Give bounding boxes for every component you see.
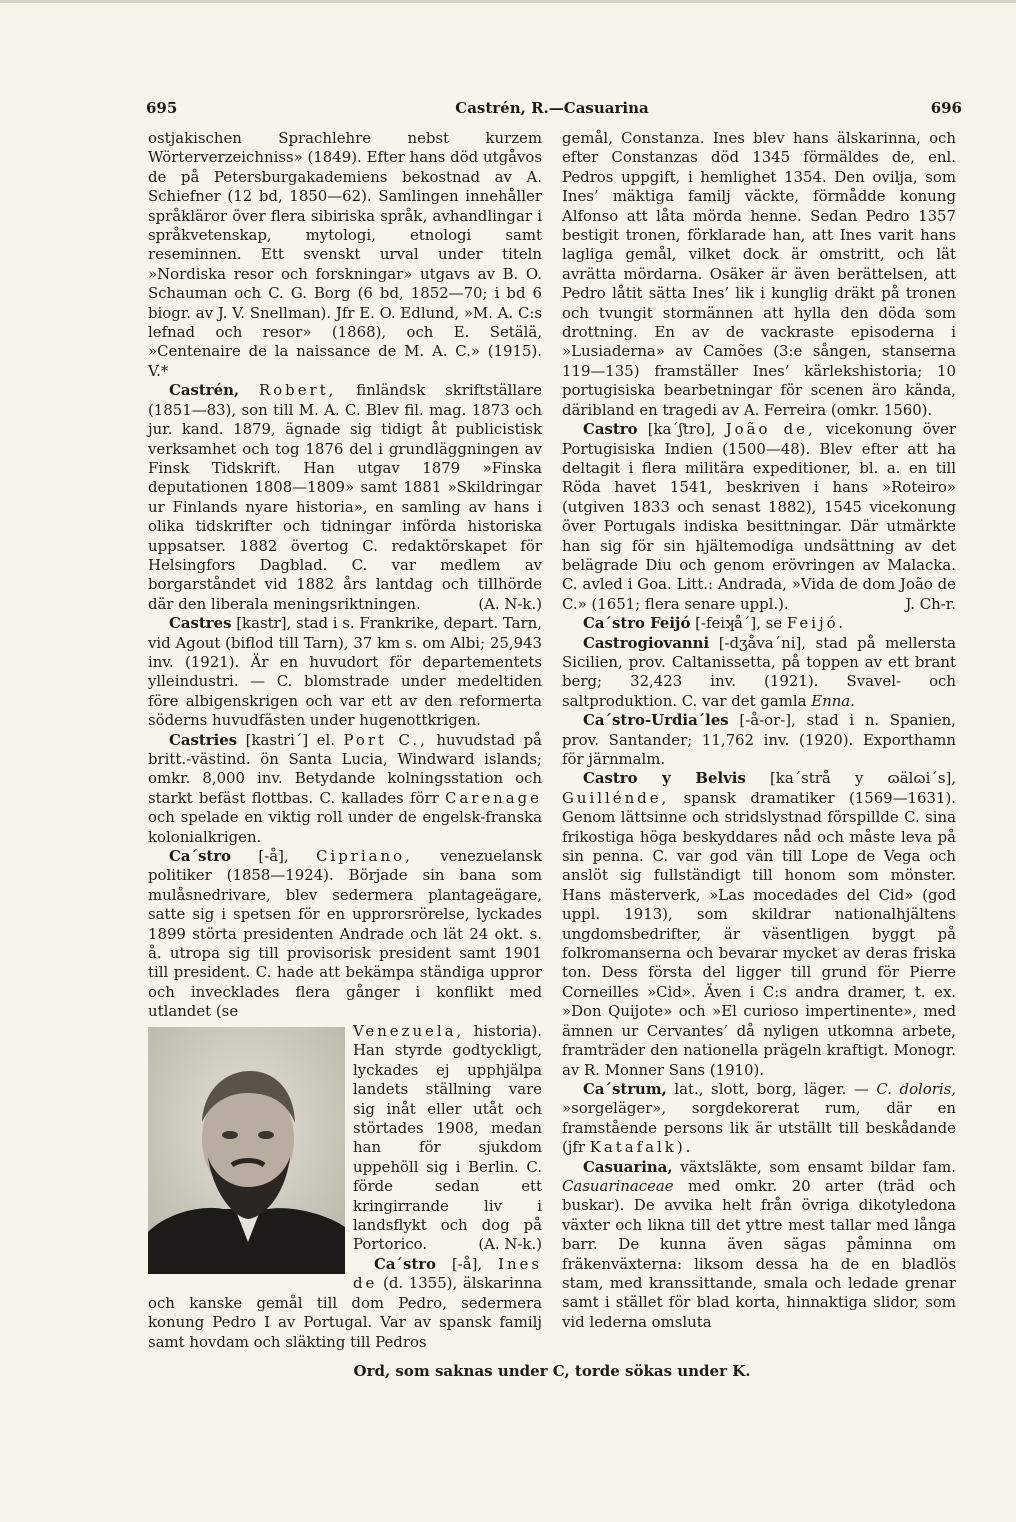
headword: Castries (169, 730, 238, 749)
author-signature: J. Ch-r. (905, 594, 956, 613)
entry-text-before-portrait: venezuelansk politiker (1858—1924). Började sin bana som mulåsnedrivare, blev sedermera plantageägare, satte sig i spetsen för en upprorsrörelse, lyckades 1899 störta presidenten Andrade och lät 24 okt. s. å. utropa sig till provisorisk president samt 1901 till president. C. hade att bekämpa ständiga uppror och invecklades flera gånger i konflikt med utlandet (se (148, 847, 542, 1021)
entry-castro-y-belvis: Castro y Belvis [ka´strå y ɷälɷi´s], Guillénde, spansk dramatiker (1569—1631). Genom lättsinne och stridslystnad förspillde C. sina frikostiga höga beskyddares nåd och måste leva på sin penna. C. var god vän till Lope de Vega och anslöt sig fullständigt till honom som mönster. Hans mästerverk, »Las mocedades del Cid» (god uppl. 1913), som skildrar nationalhjältens ungdomsbedrifter, är väsentligen byggt på folkromanserna och bevarar mycket av deras friska ton. Dess första del ligger till grund för Pierre Corneilles »Cid». Även i C:s andra dramer, t. ex. »Don Quijote» och »El curioso impertinente», med ämnen ur Cervantes’ då nyligen utkomna arbete, framträder den nationella prägeln kraftigt. Monogr. av R. Monner Sans (1910). (562, 769, 957, 1079)
headword: Ca´strum, (583, 1079, 667, 1098)
author-signature: (A. N-k.) (478, 594, 542, 613)
headword: Ca´stro (169, 847, 231, 866)
entry-castrum: Ca´strum, lat., slott, borg, läger. — C. doloris, »sorgeläger», sorgdekorerat rum, där en framstående persons lik är utställt till beskådande (jfr Katafalk). (562, 1079, 957, 1157)
headword: Ca´stro (374, 1254, 436, 1273)
headword: Ca´stro-Urdia´les (583, 711, 729, 730)
entry-castren-robert: Castrén, Robert, finländsk skriftställare (1851—83), son till M. A. C. Blev fil. mag. 1873 och jur. kand. 1879, ägnade sig tidigt åt publicistisk verksamhet och tog 1876 del i grundläggningen av Finsk Tidskrift. Han utgav 1879 »Finska deputationen 1808—1809» samt 1881 »Skildringar ur Finlands nyare historia», en samling av hans i olika tidskrifter och tidningar införda historiska uppsatser. 1882 övertog C. redaktörskapet för Helsingfors Dagblad. C. var medlem av borgarståndet vid 1882 års lantdag och tillhörde där den liberala meningsriktningen. (A. N-k.) (148, 381, 542, 613)
headword: Castrén, (169, 381, 240, 400)
entry-castro-cipriano: Ca´stro [-å], Cipriano, venezuelansk politiker (1858—1924). Började sin bana som mulåsnedrivare, blev sedermera plantageägare, satte sig i spetsen för en upprorsrörelse, lyckades 1899 störta presidenten Andrade och lät 24 okt. s. å. utropa sig till provisorisk president samt 1901 till president. C. hade att bekämpa ständiga uppror och invecklades flera gånger i konflikt med utlandet (se (148, 847, 542, 1021)
left-column (148, 129, 542, 1022)
left-column-portrait-block (148, 1022, 542, 1352)
entry-castro-feijo: Ca´stro Feijó [-feiʞå´], se Feijó. (583, 614, 847, 633)
page-footer-note: Ord, som saknas under C, torde sökas under K. (353, 1362, 751, 1380)
entry-castro-ines-continued: gemål, Constanza. Ines blev hans älskarinna, och efter Constanzas död 1345 förmäldes de, enl. Pedros uppgift, i hemlighet 1354. Den ovilja, som Ines’ mäktiga familj väckte, förmådde konung Alfonso att låta mörda henne. Sedan Pedro 1357 bestigit tronen, förklarade han, att Ines varit hans lagliga gemål, vilket dock är omstritt, och lät avrätta mördarna. Osäker är även berättelsen, att Pedro låtit sätta Ines’ lik i kunglig dräkt på tronen och tvungit stormännen att hylla den döda som drottning. En av de vackraste episoderna i »Lusiaderna» av Camões (3:e sången, stanserna 119—135) framställer Ines’ kärlekshistoria; 10 portugisiska bearbetningar för scenen äro kända, däribland en tragedi av A. Ferreira (omkr. 1560). (562, 129, 956, 419)
author-signature: (A. N-k.) (478, 1235, 542, 1254)
headword: Castro (583, 420, 638, 439)
portrait-photo-cipriano-castro (148, 1027, 345, 1274)
entry-castro-joao: Castro [ka´ʃtro], João de, vicekonung över Portugisiska Indien (1500—48). Blev efter att ha deltagit i flera militära expeditioner, bl. a. en till Röda havet 1541, beskriven i hans »Roteiro» (utgiven 1833 och senast 1882), 1545 vicekonung över Portugals indiska besittningar. Där utmärkte han sig för sin hjältemodiga undsättning av det belägrade Diu och genom erövringen av Malacka. C. avled i Goa. Litt.: Andrada, »Vida de dom João de C.» (1651; flera senare uppl.). J. Ch-r. (562, 420, 956, 613)
entry-castro-cipriano-continued: Venezuela, historia). Han styrde godtyckligt, lyckades ej upphjälpa landets ställning vare sig inåt eller utåt och störtades 1908, medan han för sjukdom uppehöll sig i Berlin. C. förde sedan ett kringirrande liv i landsflykt och dog på Portorico. (A. N-k.) (353, 1022, 542, 1254)
entry-castries: Castries [kastri´] el. Port C., huvudstad på britt.-västind. ön Santa Lucia, Windward islands; omkr. 8,000 inv. Betydande kolningsstation och starkt befäst flottbas. C. kallades förr Carenage och spelade en viktig roll under de engelsk-franska kolonialkrigen. (148, 730, 543, 846)
entry-castrogiovanni: Castrogiovanni [-dʒåva´ni], stad på mellersta Sicilien, prov. Caltanissetta, på toppen av ett brant berg; 32,423 inv. (1921). Svavel- och saltproduktion. C. var det gamla Enna. (562, 633, 957, 710)
headword: Castres (169, 614, 232, 633)
entry-castren-ma-continued: ostjakischen Sprachlehre nebst kurzem Wörterverzeichniss» (1849). Efter hans död utgåvos de på Petersburgakademiens bekostnad av A. Schiefner (12 bd, 1850—62). Samlingen innehåller språkläror över flera sibiriska språk, avhandlingar i språkvetenskap, mytologi, etnologi samt reseminnen. Ett svenskt urval under titeln »Nordiska resor och forskningar» utgavs av B. O. Schauman och C. G. Borg (6 bd, 1852—70; i bd 6 biogr. av J. V. Snellman). Jfr E. O. Edlund, »M. A. C:s lefnad och resor» (1868), och E. Setälä, »Centenaire de la naissance de M. A. C.» (1915). V.* (148, 129, 542, 380)
entry-castres: Castres [kastr], stad i s. Frankrike, depart. Tarn, vid Agout (biflod till Tarn), 37 km s. om Albi; 25,943 inv. (1921). Är en huvudort för departementets ylleindustri. — C. blomstrade under medeltiden före albigenskrigen och var ett av den reformerta söderns huvudfästen under hugenottkrigen. (148, 614, 542, 730)
headword: Ca´stro Feijó (583, 614, 691, 633)
page-number-left: 695 (146, 99, 178, 117)
headword: Castro y Belvis (583, 769, 746, 788)
page-number-right: 696 (930, 99, 962, 117)
page-header (140, 99, 964, 123)
headword: Casuarina, (583, 1157, 673, 1176)
entry-castro-urdiales: Ca´stro-Urdia´les [-å-or-], stad i n. Spanien, prov. Santander; 11,762 inv. (1920). Exporthamn för järnmalm. (562, 711, 957, 768)
entry-castro-ines: Ca´stro [-å], Ines de (d. 1355), älskarinna och kanske gemål till dom Pedro, sedermera konung Pedro I av Portugal. Var av spansk familj samt hovdam och släkting till Pedros (148, 1254, 542, 1351)
right-column (562, 129, 956, 1332)
top-edge-rule (0, 0, 1016, 3)
entry-casuarina: Casuarina, växtsläkte, som ensamt bildar fam. Casuarinaceae med omkr. 20 arter (träd och buskar). De avvika helt från övriga dikotyledona växter och likna till det yttre mest tallar med långa barr. De kunna även sägas påminna om fräkenväxterna: liksom dessa ha de en bladlös stam, med kranssittande, smala och ledade grenar samt i stället för blad korta, hinnaktiga slidor, som vid lederna omsluta (562, 1157, 957, 1331)
running-title: Castrén, R.—Casuarina (455, 99, 649, 117)
headword: Castrogiovanni (583, 633, 710, 652)
